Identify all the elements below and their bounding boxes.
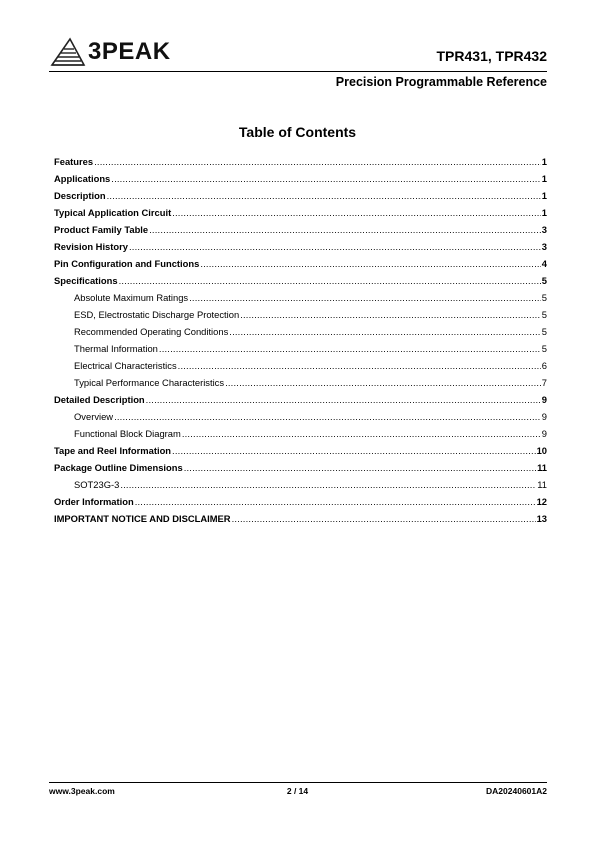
toc-entry-page: 13 xyxy=(536,513,547,524)
company-logo xyxy=(50,37,190,67)
toc-entry[interactable] xyxy=(54,153,547,170)
footer-divider xyxy=(49,782,547,783)
toc-title: Table of Contents xyxy=(238,124,357,140)
toc-entry-label: Absolute Maximum Ratings xyxy=(74,292,189,303)
toc-entry[interactable] xyxy=(54,306,547,323)
toc-leader-dots xyxy=(119,272,541,289)
toc-leader-dots xyxy=(172,442,536,459)
toc-entry-label: Package Outline Dimensions xyxy=(54,462,183,473)
toc-entry-label: Description xyxy=(54,190,106,201)
toc-entry-label: Functional Block Diagram xyxy=(74,428,181,439)
toc-entry[interactable] xyxy=(54,187,547,204)
toc-leader-dots xyxy=(129,238,541,255)
toc-entry-label: SOT23G-3 xyxy=(74,479,120,490)
toc-leader-dots xyxy=(178,357,541,374)
toc-entry[interactable] xyxy=(54,459,547,476)
toc-leader-dots xyxy=(159,340,541,357)
toc-entry-page: 5 xyxy=(541,275,547,286)
toc-entry-page: 5 xyxy=(541,326,547,337)
toc-entry-label: Order Information xyxy=(54,496,134,507)
part-number: TPR431, TPR432 xyxy=(436,48,547,64)
toc-leader-dots xyxy=(229,323,541,340)
toc-entry[interactable] xyxy=(54,170,547,187)
document-subtitle: Precision Programmable Reference xyxy=(335,75,547,89)
3peak-mountain-icon xyxy=(50,37,86,67)
toc-entry[interactable] xyxy=(54,323,547,340)
toc-entry[interactable] xyxy=(54,442,547,459)
toc-entry-label: Detailed Description xyxy=(54,394,145,405)
toc-entry[interactable] xyxy=(54,374,547,391)
toc-entry-page: 3 xyxy=(541,241,547,252)
toc-entry-label: Overview xyxy=(74,411,114,422)
toc-leader-dots xyxy=(189,289,541,306)
toc-entry-page: 1 xyxy=(541,173,547,184)
toc-entry[interactable] xyxy=(54,272,547,289)
toc-entry-page: 1 xyxy=(541,156,547,167)
toc-entry-page: 4 xyxy=(541,258,547,269)
toc-leader-dots xyxy=(184,459,536,476)
toc-entry-page: 11 xyxy=(537,462,547,473)
toc-leader-dots xyxy=(232,510,536,527)
table-of-contents xyxy=(54,153,547,527)
toc-entry-page: 5 xyxy=(541,343,547,354)
toc-entry-page: 11 xyxy=(537,479,547,490)
toc-leader-dots xyxy=(114,408,541,425)
toc-leader-dots xyxy=(146,391,541,408)
toc-entry[interactable] xyxy=(54,340,547,357)
toc-entry-label: Applications xyxy=(54,173,111,184)
toc-entry-page: 9 xyxy=(541,394,547,405)
toc-leader-dots xyxy=(111,170,541,187)
toc-entry[interactable] xyxy=(54,221,547,238)
toc-entry-page: 7 xyxy=(541,377,547,388)
toc-entry-label: Features xyxy=(54,156,94,167)
toc-entry-label: Thermal Information xyxy=(74,343,158,354)
toc-entry-page: 10 xyxy=(536,445,547,456)
toc-entry-label: Pin Configuration and Functions xyxy=(54,258,200,269)
toc-leader-dots xyxy=(94,153,541,170)
toc-entry-label: Tape and Reel Information xyxy=(54,445,172,456)
toc-entry[interactable] xyxy=(54,510,547,527)
toc-entry-page: 12 xyxy=(536,496,547,507)
toc-entry-page: 1 xyxy=(541,190,547,201)
toc-entry-page: 5 xyxy=(541,292,547,303)
footer-doc-id: DA20240601A2 xyxy=(486,786,547,796)
toc-entry-page: 6 xyxy=(541,360,547,371)
toc-leader-dots xyxy=(240,306,541,323)
footer-website[interactable]: www.3peak.com xyxy=(49,786,115,796)
toc-entry-label: Recommended Operating Conditions xyxy=(74,326,229,337)
toc-leader-dots xyxy=(135,493,536,510)
toc-entry-label: Typical Application Circuit xyxy=(54,207,172,218)
toc-entry[interactable] xyxy=(54,255,547,272)
toc-entry-label: IMPORTANT NOTICE AND DISCLAIMER xyxy=(54,513,231,524)
toc-leader-dots xyxy=(149,221,541,238)
toc-entry-page: 9 xyxy=(541,411,547,422)
toc-leader-dots xyxy=(200,255,540,272)
toc-leader-dots xyxy=(182,425,541,442)
header-divider xyxy=(49,71,547,72)
toc-entry-label: ESD, Electrostatic Discharge Protection xyxy=(74,309,240,320)
toc-entry-label: Product Family Table xyxy=(54,224,149,235)
toc-entry-page: 3 xyxy=(541,224,547,235)
toc-leader-dots xyxy=(225,374,541,391)
toc-entry[interactable] xyxy=(54,493,547,510)
logo-text: 3PEAK xyxy=(88,38,171,65)
toc-entry-label: Electrical Characteristics xyxy=(74,360,177,371)
toc-leader-dots xyxy=(107,187,541,204)
toc-entry[interactable] xyxy=(54,357,547,374)
toc-entry-label: Revision History xyxy=(54,241,128,252)
toc-entry[interactable] xyxy=(54,238,547,255)
toc-entry[interactable] xyxy=(54,391,547,408)
toc-entry-page: 9 xyxy=(541,428,547,439)
toc-entry[interactable] xyxy=(54,425,547,442)
toc-entry-page: 1 xyxy=(541,207,547,218)
toc-leader-dots xyxy=(172,204,541,221)
toc-leader-dots xyxy=(120,476,536,493)
toc-entry[interactable] xyxy=(54,408,547,425)
footer-page-indicator: 2 / 14 xyxy=(286,786,309,796)
toc-entry-label: Specifications xyxy=(54,275,118,286)
toc-entry[interactable] xyxy=(54,204,547,221)
toc-entry[interactable] xyxy=(54,476,547,493)
toc-entry[interactable] xyxy=(54,289,547,306)
toc-entry-page: 5 xyxy=(541,309,547,320)
toc-entry-label: Typical Performance Characteristics xyxy=(74,377,225,388)
